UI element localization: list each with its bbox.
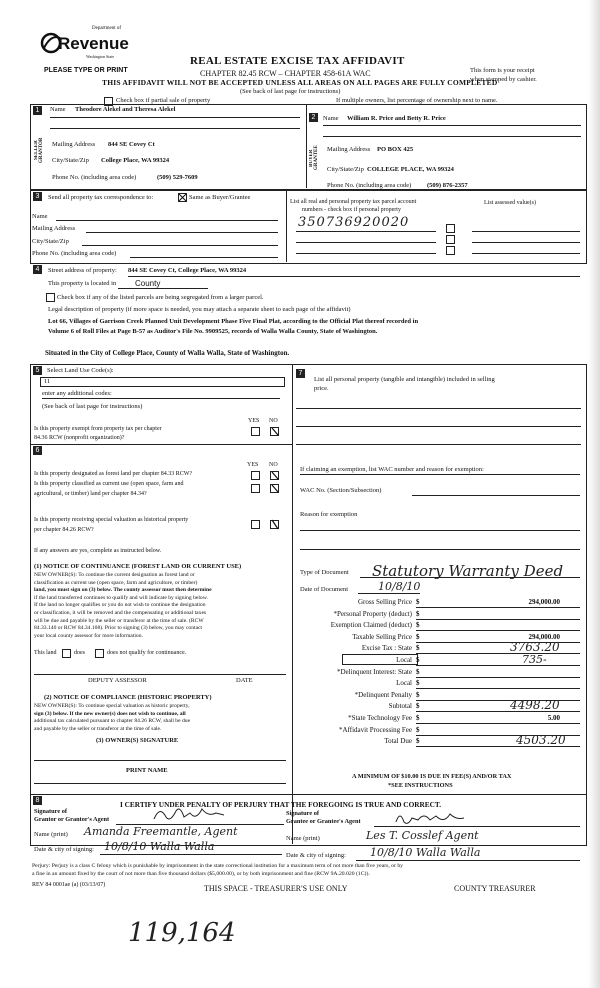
tax-row-dollar: $ [416,667,420,676]
divider [296,231,436,232]
doc-date-value[interactable]: 10/8/10 [378,580,421,593]
grantor-signature-icon [150,803,230,825]
grantee-sig-label-2: Grantee or Grantee's Agent [286,818,361,825]
divider [118,288,208,289]
divider [100,854,282,855]
tax-row-label: *Delinquent Interest: State [336,667,412,676]
tax-row-label: Exemption Claimed (deduct) [330,621,412,630]
s3-mailing-label: Mailing Address [32,225,76,232]
tax-row [300,668,582,680]
s3-name-label: Name [32,213,48,220]
divider [416,711,580,712]
tax-row-hand-value[interactable]: 735- [522,652,547,666]
grantee-date-city-label: Date & city of signing: [286,852,346,859]
personal-property-line[interactable] [296,408,581,409]
buyer-phone[interactable]: (509) 876-2357 [427,182,468,189]
grantee-name-print[interactable]: Les T. Cosslef Agent [366,829,479,842]
minimum-note: A MINIMUM OF $10.00 IS DUE IN FEE(S) AND/OR TAX [352,773,512,780]
notice-2-title: (2) NOTICE OF COMPLIANCE (HISTORIC PROPERTY) [44,694,212,701]
forest-yes-checkbox[interactable] [251,471,260,480]
tax-row [300,652,582,668]
partial-sale-label: Check box if partial sale of property [116,97,211,104]
current-use-no-checkbox[interactable] [270,484,279,493]
s3-name-line[interactable] [56,220,278,221]
notice-1-line: land, you must sign on (3) below. The county assessor must then determine [34,587,212,594]
s5-yes-header: YES [248,418,260,424]
legal-line-2[interactable]: Volume 6 of Roll Files at Page B-57 as Auditor's File No. 9909525, records of Walla Walla County, State of Washington. [48,328,378,335]
doc-date-label: Date of Document [300,586,349,593]
s6-yes-header: YES [247,462,259,468]
section-2-number: 2 [309,113,318,122]
personal-property-line[interactable] [296,444,581,445]
s3-city-line[interactable] [82,245,278,246]
tax-row [300,679,582,691]
certify-statement: I CERTIFY UNDER PENALTY OF PERJURY THAT THE FOREGOING IS TRUE AND CORRECT. [120,800,442,809]
land-use-input[interactable]: 11 [40,377,285,387]
divider [50,128,300,129]
divider [30,444,292,445]
section-7-number: 7 [296,369,305,378]
county-value[interactable]: County [135,279,161,288]
s3-phone-line[interactable] [130,257,278,258]
tax-row-hand-value[interactable]: 4498.20 [510,698,560,713]
perjury-line-2: a fine in an amount fixed by the court of not more than five thousand dollars ($5,000.00), or by both imprisonment and fine (RCW 9A.20.020 (1C)). [32,871,370,877]
revenue-logo [40,24,140,64]
grantor-sig-label-2: Grantor or Grantor's Agent [34,816,110,823]
handwritten-number: 119,164 [128,918,236,948]
tax-row-dollar: $ [416,632,420,641]
divider [416,619,580,620]
tax-row-dollar: $ [416,702,420,711]
notice-1-title: (1) NOTICE OF CONTINUANCE (FOREST LAND OR CURRENT USE) [34,563,242,570]
date-label: DATE [236,677,253,684]
street-address[interactable]: 844 SE Covey Ct, College Place, WA 99324 [128,267,247,274]
s5-no-header: NO [269,418,278,424]
check-icon [271,519,280,530]
current-use-yes-checkbox[interactable] [251,484,260,493]
county-label: This property is located in [48,280,117,287]
grantor-name-print[interactable]: Amanda Freemantle, Agent [84,825,238,838]
tax-row-dollar: $ [416,621,420,630]
divider [306,104,307,188]
tax-row-hand-value[interactable]: 4503.20 [516,733,566,748]
parcel-header-1: List all real and personal property tax parcel account [290,199,417,205]
tax-row [300,733,582,749]
historic-question-1: Is this property receiving special valuation as historical property [34,517,189,523]
tax-row [300,621,582,633]
tax-row-label: *Delinquent Penalty [354,690,412,699]
notice-2-line: NEW OWNER(S): To continue special valuation as historic property, [34,703,190,709]
tax-row [300,598,582,610]
divider [128,276,580,277]
divider [296,253,436,254]
parcel-header-2: numbers - check box if personal property [302,207,401,213]
legal-line-1[interactable]: Lot 66, Villages of Garrison Creek Planned Unit Development Phase Five Final Plat, according to the Official Plat thereof recorded in [48,318,419,325]
buyer-name-label: Name [323,115,339,122]
tax-row-label: Taxable Selling Price [352,632,412,641]
seller-mailing[interactable]: 844 SE Covey Ct [108,141,155,148]
grantor-date-city-label: Date & city of signing: [34,846,94,853]
grantee-name-print-label: Name (print) [286,835,320,842]
personal-property-label-2: price. [314,385,329,392]
buyer-city[interactable]: COLLEGE PLACE, WA 99324 [367,166,454,173]
logo-word: Revenue [58,34,129,53]
grantor-name-print-label: Name (print) [34,831,68,838]
parcel-number[interactable]: 350736920020 [298,215,410,230]
deputy-assessor-label: DEPUTY ASSESSOR [88,677,147,684]
seller-city[interactable]: College Place, WA 99324 [101,157,170,164]
tax-row-value[interactable]: 294,000.00 [528,598,560,606]
buyer-name[interactable]: William R. Price and Betty R. Price [347,115,446,122]
divider [472,231,580,232]
personal-property-checkbox[interactable] [446,224,455,233]
owner-signature-line[interactable] [34,783,286,784]
wac-line[interactable] [412,495,580,496]
buyer-city-label: City/State/Zip [327,166,364,173]
tax-row-label: Subtotal [388,702,412,711]
send-correspondence-label: Send all property tax correspondence to: [48,194,154,201]
page-edge [588,0,600,988]
receipt-note-2: when stamped by cashier. [470,76,537,83]
forest-question: Is this property designated as forest land per chapter 84.33 RCW? [34,471,193,477]
multiple-owners-note: If multiple owners, list percentage of ownership next to name. [336,97,498,104]
s5-see-back: (See back of last page for instructions) [42,403,143,410]
divider [360,577,580,578]
seller-mailing-label: Mailing Address [52,141,96,148]
receipt-note-1: This form is your receipt [470,67,535,74]
same-as-buyer-checkbox[interactable] [178,193,187,202]
seller-name[interactable]: Theodore Alekel and Theresa Alekel [75,106,176,113]
exempt-yes-checkbox[interactable] [251,427,260,436]
section-3-number: 3 [33,192,42,201]
tax-rows [300,598,582,749]
exempt-question-2: 84.36 RCW (nonprofit organization)? [34,435,125,441]
notice-3-title: (3) OWNER(S) SIGNATURE [96,737,179,744]
divider [323,125,581,126]
seller-side-label: SELLER GRANTOR [34,137,44,163]
doc-type-value[interactable]: Statutory Warranty Deed [372,562,564,580]
tax-row-dollar: $ [416,737,420,746]
segregated-checkbox[interactable] [46,293,55,302]
check-x-icon [179,194,186,201]
check-icon [271,427,280,436]
divider [416,723,580,724]
historic-no-checkbox[interactable] [270,520,279,529]
legal-description-label: Legal description of property (if more space is needed, you may attach a separate sheet to each page of the affidavit) [48,306,351,313]
tax-row-value[interactable]: 5.00 [547,713,560,722]
current-use-question-1: Is this property classified as current use (open space, farm and [34,481,184,487]
notice-1-line: classification as current use (open space, farm and agriculture, or timber) [34,579,198,586]
personal-property-checkbox[interactable] [446,246,455,255]
see-instructions-note: *SEE INSTRUCTIONS [388,782,453,789]
does-not-checkbox[interactable] [95,649,104,658]
seller-phone[interactable]: (509) 529-7609 [157,174,198,181]
additional-codes-label: enter any additional codes: [42,390,112,397]
grantor-sig-label-1: Signature of [34,808,67,815]
personal-property-label-1: List all personal property (tangible and intangible) included in selling [314,376,495,383]
notice-1-line: if the land transferred continues to qualify and will indicate by signing below. [34,594,208,601]
tax-row [300,714,582,726]
logo-state: Washington State [86,54,115,59]
section-4-number: 4 [33,265,42,274]
tax-row-dollar: $ [416,713,420,722]
segregated-label: Check box if any of the listed parcels are being segregated from a larger parcel. [57,294,264,301]
logo-dept: Department of [92,26,122,31]
grantee-date-city[interactable]: 10/8/10 Walla Walla [370,846,481,859]
tax-row-label: Local [396,679,412,688]
claim-exemption-label: If claiming an exemption, list WAC number and reason for exemption: [300,466,484,473]
buyer-mailing[interactable]: PO BOX 425 [377,146,414,153]
county-treasurer: COUNTY TREASURER [454,884,536,893]
does-not-label: does not qualify for continuance. [107,650,187,656]
print-name-label: PRINT NAME [126,767,168,774]
divider [358,593,420,594]
tax-row-label: *Affidavit Processing Fee [339,725,412,734]
reason-line[interactable] [300,549,580,550]
tax-row-value[interactable]: 294,000.00 [528,632,560,641]
divider [416,653,580,654]
s6-no-header: NO [269,462,278,468]
treasurer-space: THIS SPACE - TREASURER'S USE ONLY [204,884,348,893]
divider [323,136,581,137]
personal-property-line[interactable] [296,426,581,427]
please-type: PLEASE TYPE OR PRINT [44,67,128,74]
tax-row-label: Excise Tax : State [361,644,412,653]
tax-row-label: *Personal Property (deduct) [333,609,412,618]
grantee-signature-icon [392,808,472,828]
tax-row-label: Local [396,655,412,664]
tax-row-label: Total Due [384,737,412,746]
divider [416,677,580,678]
seller-city-label: City/State/Zip [52,157,89,164]
historic-yes-checkbox[interactable] [251,520,260,529]
grantor-date-city[interactable]: 10/8/10 Walla Walla [104,840,215,853]
does-label: does [74,650,85,656]
divider [416,607,580,608]
notice-1-line: will be due and payable by the seller or transferor at the time of sale. (RCW [34,617,204,624]
buyer-side-label: BUYER GRANTEE [309,145,319,171]
exempt-no-checkbox[interactable] [270,427,279,436]
same-as-buyer-label: Same as Buyer/Grantee [189,194,251,201]
divider [50,117,300,118]
tax-row-dollar: $ [416,609,420,618]
any-yes-note: If any answers are yes, complete as instructed below. [34,548,162,554]
tax-row-dollar: $ [416,655,420,664]
owner-signature-line[interactable] [34,760,286,761]
buyer-mailing-label: Mailing Address [327,146,371,153]
notice-1-body [34,572,286,640]
reason-line[interactable] [300,530,580,531]
check-icon [271,471,280,480]
notice-1-line: or classification, it will be removed and the compensating or additional taxes [34,609,207,616]
perjury-line-1: Perjury: Perjury is a class C felony which is punishable by imprisonment in the state correctional institution for a maximum term of not more than five years, or by [32,863,404,869]
historic-question-2: per chapter 84.26 RCW? [34,527,94,533]
assessed-header: List assessed value(s) [484,200,536,206]
tax-row-label: Gross Selling Price [357,598,412,606]
check-icon [271,484,280,493]
divider [296,242,436,243]
divider [416,746,580,747]
section-5-number: 5 [33,366,42,375]
notice-2-line: sign (3) below. If the new owner(s) does not wish to continue, all [34,710,186,717]
divider [472,242,580,243]
notice-1-line: NEW OWNER(S): To continue the current designation as forest land or [34,572,195,578]
tax-row-label: *State Technology Fee [348,713,412,722]
section-8-number: 8 [33,796,42,805]
current-use-question-2: agricultural, or timber) land per chapter 84.34? [34,491,147,497]
street-label: Street address of property: [48,267,117,274]
seller-phone-label: Phone No. (including area code) [52,174,137,181]
divider [416,688,580,689]
divider [286,190,287,262]
notice-1-line: your local county assessor for more information. [34,632,143,639]
section-6-number: 6 [33,446,42,455]
tax-row-dollar: $ [416,598,420,606]
divider [416,665,580,666]
reason-label: Reason for exemption [300,511,358,518]
divider [416,630,580,631]
notice-1-line: 84.33.140 or RCW 84.34.108). Prior to signing (3) below, you may contact [34,625,203,632]
not-accepted-warning: THIS AFFIDAVIT WILL NOT BE ACCEPTED UNLESS ALL AREAS ON ALL PAGES ARE FULLY COMPLETED [102,78,498,87]
forest-no-checkbox[interactable] [270,471,279,480]
wac-label: WAC No. (Section/Subsection) [300,487,382,494]
divider [472,253,580,254]
rev-number: REV 84 0001ae (a) (03/13/07) [32,882,106,888]
tax-row-dollar: $ [416,690,420,699]
page-title: REAL ESTATE EXCISE TAX AFFIDAVIT [190,55,405,67]
notice-2-line: additional tax calculated pursuant to chapter 84.26 RCW, shall be due [34,718,191,725]
tax-row [300,610,582,622]
seller-name-label: Name [50,106,66,113]
tax-row-dollar: $ [416,679,420,688]
chapter-text: CHAPTER 82.45 RCW – CHAPTER 458-61A WAC [200,69,371,78]
additional-codes-line[interactable] [42,398,280,399]
tax-row-dollar: $ [416,725,420,734]
land-use-label: Select Land Use Code(s): [47,367,114,374]
tax-row-dollar: $ [416,644,420,653]
notice-2-line: and payable by the seller or transferor at the time of sale. [34,725,162,732]
this-land-label: This land [34,650,57,656]
doc-type-label: Type of Document [300,569,349,576]
tax-row [300,698,582,714]
s3-city-label: City/State/Zip [32,238,69,245]
situated-text[interactable]: Situated in the City of College Place, County of Walla Walla, State of Washington. [45,349,290,357]
s3-mailing-line[interactable] [86,232,278,233]
tax-row-hand-value[interactable]: 3763.20 [510,640,560,655]
divider [356,860,580,861]
exempt-question-1: Is this property exempt from property tax per chapter [34,426,162,432]
divider [300,474,580,475]
grantee-sig-label-1: Signature of [286,810,319,817]
section-1-number: 1 [33,106,42,115]
notice-1-line: If the land no longer qualifies or you do not wish to continue the designation [34,602,206,609]
see-back-note: (See back of last page for instructions) [240,88,341,95]
s3-phone-label: Phone No. (including area code) [32,250,117,257]
personal-property-checkbox[interactable] [446,235,455,244]
does-checkbox[interactable] [62,649,71,658]
buyer-phone-label: Phone No. (including area code) [327,182,412,189]
